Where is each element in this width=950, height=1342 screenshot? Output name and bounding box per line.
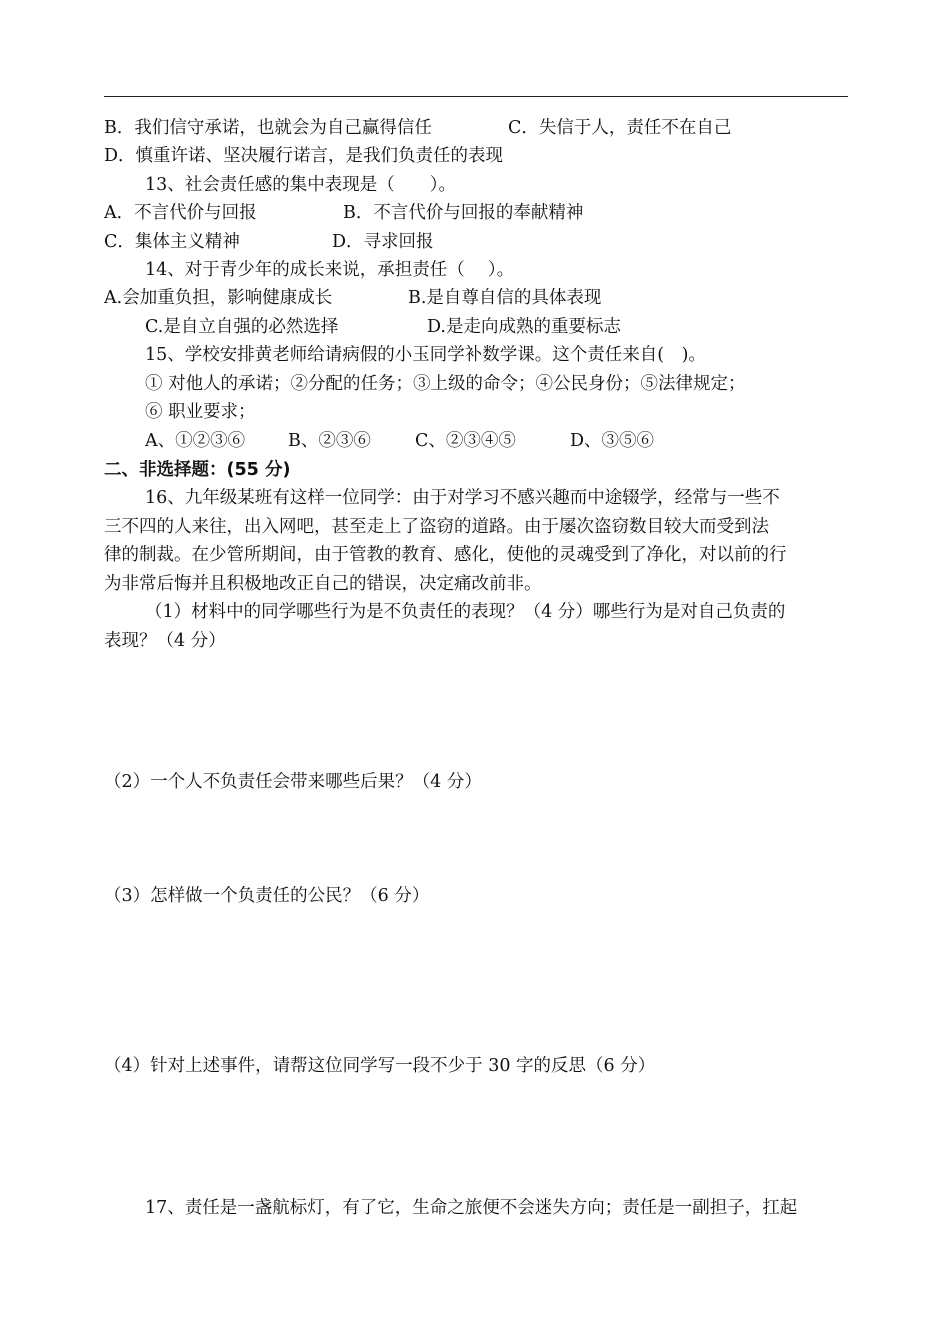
option-b-13: B．不言代价与回报的奉献精神 bbox=[343, 203, 584, 223]
passage-16-line-2: 三不四的人来往，出入网吧，甚至走上了盗窃的道路。由于屡次盗窃数目较大而受到法 bbox=[104, 517, 769, 537]
option-a-13: A．不言代价与回报 bbox=[104, 203, 257, 223]
question-13: 13、社会责任感的集中表现是（ ）。 bbox=[145, 175, 457, 195]
option-d-12: D．慎重许诺、坚决履行诺言，是我们负责任的表现 bbox=[104, 146, 504, 166]
subquestion-2: （2）一个人不负责任会带来哪些后果？（4 分） bbox=[104, 772, 482, 792]
option-b-14: B.是自尊自信的具体表现 bbox=[408, 288, 602, 308]
option-a-15: A、①②③⑥ bbox=[145, 431, 246, 451]
subquestion-1-line-1: （1）材料中的同学哪些行为是不负责任的表现？（4 分）哪些行为是对自己负责的 bbox=[145, 602, 786, 622]
subquestion-3: （3）怎样做一个负责任的公民？（6 分） bbox=[104, 886, 430, 906]
option-d-14: D.是走向成熟的重要标志 bbox=[427, 317, 621, 337]
option-d-15: D、③⑤⑥ bbox=[570, 431, 655, 451]
question-15: 15、学校安排黄老师给请病假的小玉同学补数学课。这个责任来自( )。 bbox=[145, 345, 706, 365]
question-17: 17、责任是一盏航标灯，有了它，生命之旅便不会迷失方向；责任是一副担子，扛起 bbox=[145, 1198, 798, 1218]
section-2-heading: 二、非选择题：(55 分) bbox=[104, 460, 291, 480]
passage-16-line-1: 16、九年级某班有这样一位同学：由于对学习不感兴趣而中途辍学，经常与一些不 bbox=[145, 488, 780, 508]
question-15-items-cont: ⑥ 职业要求； bbox=[145, 402, 256, 422]
option-d-13: D．寻求回报 bbox=[332, 232, 434, 252]
header-rule bbox=[104, 96, 848, 97]
question-14: 14、对于青少年的成长来说，承担责任（ ）。 bbox=[145, 260, 515, 280]
subquestion-4: （4）针对上述事件，请帮这位同学写一段不少于 30 字的反思（6 分） bbox=[104, 1056, 656, 1076]
option-b-12: B．我们信守承诺，也就会为自己赢得信任 bbox=[104, 118, 432, 138]
option-c-13: C．集体主义精神 bbox=[104, 232, 240, 252]
subquestion-1-line-2: 表现？（4 分） bbox=[104, 631, 226, 651]
passage-16-line-3: 律的制裁。在少管所期间，由于管教的教育、感化，使他的灵魂受到了净化，对以前的行 bbox=[104, 545, 787, 565]
option-a-14: A.会加重负担，影响健康成长 bbox=[104, 288, 333, 308]
option-c-15: C、②③④⑤ bbox=[415, 431, 516, 451]
question-15-items: ① 对他人的承诺；②分配的任务；③上级的命令；④公民身份；⑤法律规定； bbox=[145, 374, 746, 394]
option-c-12: C．失信于人，责任不在自己 bbox=[508, 118, 732, 138]
option-c-14: C.是自立自强的必然选择 bbox=[145, 317, 339, 337]
option-b-15: B、②③⑥ bbox=[288, 431, 371, 451]
passage-16-line-4: 为非常后悔并且积极地改正自己的错误，决定痛改前非。 bbox=[104, 574, 542, 594]
